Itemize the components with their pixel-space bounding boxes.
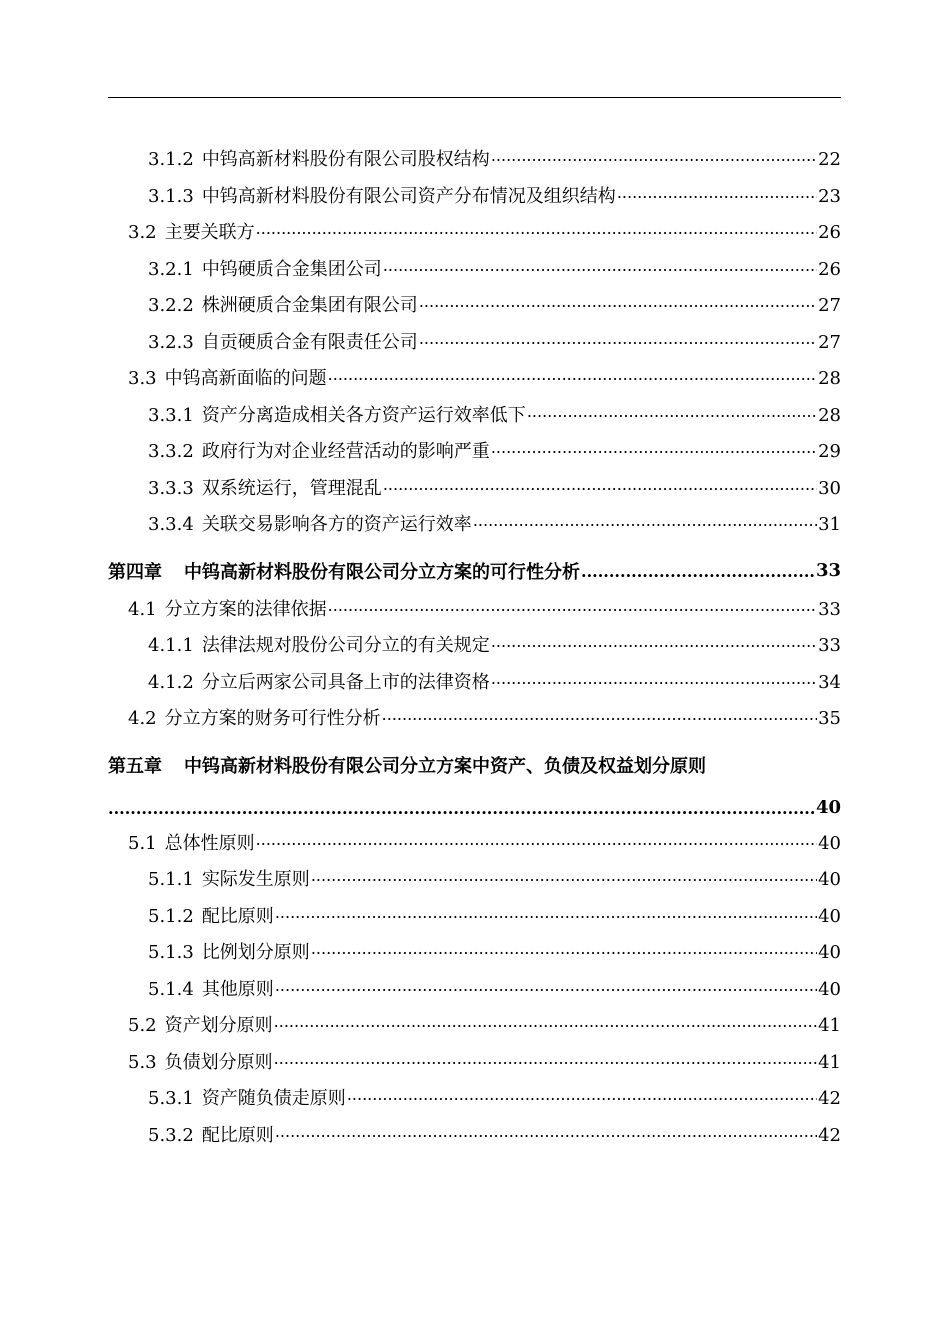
toc-entry-5-3[interactable]	[108, 1048, 841, 1085]
toc-entry-title: 主要关联方	[164, 222, 255, 243]
toc-entry-page: 28	[818, 368, 841, 389]
toc-entry-page: 30	[818, 477, 841, 499]
dot-leader	[491, 145, 817, 165]
toc-entry-3-3[interactable]	[108, 364, 841, 401]
toc-entry-title: 分立方案的法律依据	[164, 598, 327, 620]
toc-entry-title: 总体性原则	[164, 832, 255, 854]
toc-entry-number: 3.3.3	[148, 477, 194, 499]
toc-entry-4-1-1[interactable]	[108, 631, 841, 668]
toc-entry-page: 31	[818, 514, 841, 535]
toc-entry-number: 5.3	[128, 1051, 157, 1073]
toc-entry-3-2-3[interactable]	[108, 328, 841, 365]
toc-entry-title: 中钨硬质合金集团公司	[201, 258, 382, 280]
toc-entry-3-2[interactable]	[108, 218, 841, 255]
toc-entry-number: 5.1.2	[148, 905, 194, 927]
dot-leader	[382, 704, 817, 724]
toc-entry-number: 3.2.2	[148, 295, 194, 316]
toc-entry-number: 4.1.1	[148, 635, 194, 656]
toc-entry-page: 26	[818, 222, 841, 243]
toc-entry-number: 3.3.2	[148, 441, 194, 462]
toc-entry-page: 33	[818, 635, 841, 656]
toc-entry-title: 资产划分原则	[164, 1015, 273, 1036]
toc-entry-number: 5.3.1	[148, 1088, 194, 1109]
dot-leader	[581, 561, 815, 581]
toc-entry-page: 42	[818, 1124, 841, 1146]
header-rule	[108, 97, 841, 98]
toc-entry-5-1-4[interactable]	[108, 975, 841, 1012]
toc-entry-title: 中钨高新面临的问题	[164, 368, 327, 389]
toc-entry-page: 33	[818, 598, 841, 620]
toc-entry-number: 3.1.2	[148, 149, 194, 170]
toc-entry-page: 40	[818, 942, 841, 963]
toc-entry-title: 自贡硬质合金有限责任公司	[201, 331, 418, 353]
toc-entry-title: 株洲硬质合金集团有限公司	[201, 295, 418, 316]
toc-entry-number: 3.2.3	[148, 331, 194, 353]
toc-entry-title: 资产随负债走原则	[201, 1088, 346, 1109]
toc-entry-title: 分立方案的财务可行性分析	[164, 708, 381, 729]
dot-leader	[256, 829, 817, 849]
toc-entry-number: 3.2.1	[148, 258, 194, 280]
toc-entry-number: 5.1.4	[148, 978, 194, 1000]
dot-leader	[419, 328, 817, 348]
toc-entry-number: 5.1	[128, 832, 157, 854]
dot-leader	[275, 1121, 817, 1141]
toc-entry-title: 配比原则	[201, 1124, 274, 1146]
toc-entry-5-3-1[interactable]	[108, 1084, 841, 1121]
toc-entry-3-3-2[interactable]	[108, 437, 841, 474]
toc-entry-5-1-2[interactable]	[108, 902, 841, 939]
dot-leader	[275, 975, 817, 995]
toc-entry-page: 40	[818, 978, 841, 1000]
dot-leader	[275, 902, 817, 922]
dot-leader	[473, 510, 817, 530]
toc-entry-3-3-1[interactable]	[108, 401, 841, 438]
toc-entry-title: 实际发生原则	[201, 869, 310, 890]
toc-entry-5-2[interactable]	[108, 1011, 841, 1048]
table-of-contents	[108, 145, 841, 1157]
toc-chapter-page: 40	[815, 797, 841, 818]
toc-entry-page: 40	[818, 869, 841, 890]
dot-leader	[491, 668, 817, 688]
toc-entry-title: 比例划分原则	[201, 942, 310, 963]
toc-entry-title: 中钨高新材料股份有限公司股权结构	[201, 149, 490, 170]
toc-entry-page: 27	[818, 295, 841, 316]
toc-chapter-number: 第四章	[108, 561, 162, 583]
toc-entry-page: 27	[818, 331, 841, 353]
dot-leader	[311, 865, 817, 885]
toc-entry-number: 5.1.1	[148, 869, 194, 890]
dot-leader	[311, 938, 817, 958]
toc-entry-title: 政府行为对企业经营活动的影响严重	[201, 441, 490, 462]
toc-entry-number: 3.3.1	[148, 404, 194, 426]
toc-chapter-5-leader[interactable]	[108, 787, 841, 829]
toc-entry-number: 5.3.2	[148, 1124, 194, 1146]
toc-entry-page: 40	[818, 832, 841, 854]
toc-entry-5-3-2[interactable]	[108, 1121, 841, 1158]
toc-entry-number: 5.1.3	[148, 942, 194, 963]
toc-entry-4-2[interactable]	[108, 704, 841, 741]
toc-entry-3-3-4[interactable]	[108, 510, 841, 547]
dot-leader	[328, 364, 817, 384]
dot-leader	[491, 631, 817, 651]
toc-entry-title: 分立后两家公司具备上市的法律资格	[201, 671, 490, 693]
toc-entry-title: 中钨高新材料股份有限公司资产分布情况及组织结构	[201, 185, 616, 207]
toc-entry-3-1-2[interactable]	[108, 145, 841, 182]
toc-entry-page: 42	[818, 1088, 841, 1109]
toc-entry-page: 23	[818, 185, 841, 207]
toc-entry-5-1-3[interactable]	[108, 938, 841, 975]
toc-entry-5-1-1[interactable]	[108, 865, 841, 902]
toc-entry-number: 3.1.3	[148, 185, 194, 207]
toc-entry-title: 双系统运行，管理混乱	[201, 477, 382, 499]
toc-entry-title: 配比原则	[201, 905, 274, 927]
dot-leader	[347, 1084, 817, 1104]
toc-entry-title: 关联交易影响各方的资产运行效率	[201, 514, 472, 535]
toc-entry-number: 3.2	[128, 222, 157, 243]
toc-entry-number: 4.2	[128, 708, 157, 729]
dot-leader	[617, 182, 817, 202]
toc-entry-title: 其他原则	[201, 978, 274, 1000]
toc-entry-page: 41	[818, 1051, 841, 1073]
toc-entry-page: 41	[818, 1015, 841, 1036]
toc-entry-number: 3.3	[128, 368, 157, 389]
toc-chapter-5[interactable]	[108, 747, 841, 787]
toc-chapter-number: 第五章	[108, 755, 162, 777]
dot-leader	[274, 1048, 817, 1068]
toc-entry-number: 4.1.2	[148, 671, 194, 693]
toc-chapter-title: 中钨高新材料股份有限公司分立方案的可行性分析	[184, 561, 580, 583]
toc-entry-page: 22	[818, 149, 841, 170]
dot-leader	[108, 798, 815, 818]
toc-entry-4-1[interactable]	[108, 595, 841, 632]
dot-leader	[274, 1011, 817, 1031]
toc-entry-page: 40	[818, 905, 841, 927]
toc-entry-3-2-1[interactable]	[108, 255, 841, 292]
toc-chapter-4[interactable]	[108, 547, 841, 595]
toc-entry-3-2-2[interactable]	[108, 291, 841, 328]
dot-leader	[383, 255, 817, 275]
toc-entry-4-1-2[interactable]	[108, 668, 841, 705]
dot-leader	[328, 595, 817, 615]
toc-entry-3-1-3[interactable]	[108, 182, 841, 219]
toc-entry-page: 34	[818, 671, 841, 693]
dot-leader	[491, 437, 817, 457]
toc-entry-title: 法律法规对股份公司分立的有关规定	[201, 635, 490, 656]
toc-chapter-title: 中钨高新材料股份有限公司分立方案中资产、负债及权益划分原则	[184, 755, 706, 777]
toc-entry-title: 负债划分原则	[164, 1051, 273, 1073]
toc-entry-number: 3.3.4	[148, 514, 194, 535]
toc-chapter-page: 33	[815, 560, 841, 581]
toc-entry-page: 26	[818, 258, 841, 280]
dot-leader	[419, 291, 817, 311]
toc-entry-3-3-3[interactable]	[108, 474, 841, 511]
toc-entry-5-1[interactable]	[108, 829, 841, 866]
toc-entry-page: 28	[818, 404, 841, 426]
dot-leader	[256, 218, 817, 238]
dot-leader	[527, 401, 817, 421]
toc-entry-title: 资产分离造成相关各方资产运行效率低下	[201, 404, 526, 426]
toc-entry-number: 5.2	[128, 1015, 157, 1036]
toc-entry-page: 29	[818, 441, 841, 462]
toc-entry-page: 35	[818, 708, 841, 729]
dot-leader	[383, 474, 817, 494]
toc-entry-number: 4.1	[128, 598, 157, 620]
